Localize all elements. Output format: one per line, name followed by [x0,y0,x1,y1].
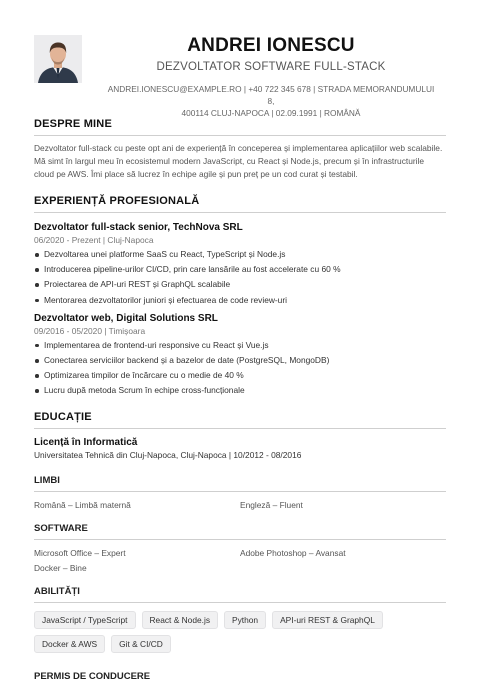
software-item: Microsoft Office – Expert [34,547,126,558]
education-degree: Licență în Informatică [34,436,138,448]
contact-line-2: 400114 CLUJ-NAPOCA | 02.09.1991 | ROMÂNĂ [181,108,361,118]
job-bullet: Optimizarea timpilor de încărcare cu o medie de 40 % [34,368,446,383]
profile-photo-image [34,35,82,83]
language-item: Română – Limbă maternă [34,499,131,510]
language-item: Engleză – Fluent [240,499,303,510]
skill-chip: Git & CI/CD [111,635,171,653]
software-item: Adobe Photoshop – Avansat [240,547,346,558]
job-bullet: Proiectarea de API-uri REST și GraphQL scalabile [34,277,446,292]
contact-line-1: ANDREI.IONESCU@EXAMPLE.RO | +40 722 345 678 | STRADA MEMORANDUMULUI 8, [107,84,435,106]
job-title: Dezvoltator web, Digital Solutions SRL [34,312,218,324]
profile-photo [34,35,82,83]
skill-chip: Python [224,611,266,629]
job-entry [34,222,446,308]
about-text: Dezvoltator full-stack cu peste opt ani de experiență în conceperea și implementarea aplicațiilor web scalabile. Mă simt în largul meu în ecosistemul modern JavaScript, cu React și Node.js, precum și în infrastructurile cloud pe AWS. Îmi place să lucrez în echipe agile și pun preț pe un cod curat și testabil. [34,143,443,179]
skills-list [34,611,446,653]
job-title: Dezvoltator full-stack senior, TechNova SRL [34,222,243,233]
candidate-title: DEZVOLTATOR SOFTWARE FULL-STACK [156,61,386,73]
job-meta: 06/2020 - Prezent | Cluj-Napoca [34,235,154,245]
about-section [34,118,446,181]
job-entry [34,313,446,399]
job-bullets [34,247,446,308]
driving-license-heading: PERMIS DE CONDUCERE [34,670,151,679]
job-bullet: Implementarea de frontend-uri responsive cu React și Vue.js [34,338,446,353]
languages-heading: LIMBI [34,475,446,492]
education-entry [34,437,446,460]
header-text [96,34,446,119]
experience-heading: EXPERIENȚĂ PROFESIONALĂ [34,195,446,213]
job-bullet: Conectarea serviciilor backend și a bazelor de date (PostgreSQL, MongoDB) [34,353,446,368]
software-section [34,523,446,576]
job-bullets [34,338,446,399]
job-bullet: Introducerea pipeline-urilor CI/CD, prin care lansările au fost accelerate cu 60 % [34,262,446,277]
education-meta: Universitatea Tehnică din Cluj-Napoca, Cluj-Napoca | 10/2012 - 08/2016 [34,449,302,460]
experience-section [34,195,446,399]
software-list [34,546,446,576]
skill-chip: React & Node.js [142,611,219,629]
skill-chip: API-uri REST & GraphQL [272,611,383,629]
skill-chip: JavaScript / TypeScript [34,611,136,629]
job-bullet: Mentorarea dezvoltatorilor juniori și efectuarea de code review-uri [34,293,446,308]
job-bullet: Dezvoltarea unei platforme SaaS cu React, TypeScript și Node.js [34,247,446,262]
software-heading: SOFTWARE [34,523,446,540]
contact-info [96,83,446,119]
job-bullet: Lucru după metoda Scrum în echipe cross-funcționale [34,383,446,398]
about-heading: DESPRE MINE [34,118,446,136]
skills-heading: ABILITĂȚI [34,586,446,603]
resume-header [34,0,446,118]
candidate-name: ANDREI IONESCU [187,35,355,56]
software-item: Docker – Bine [34,562,87,573]
skill-chip: Docker & AWS [34,635,105,653]
education-section [34,411,446,460]
languages-section [34,475,446,513]
education-heading: EDUCAȚIE [34,411,446,429]
driving-license-section [34,671,446,679]
languages-list [34,498,446,513]
skills-section [34,586,446,653]
job-meta: 09/2016 - 05/2020 | Timișoara [34,325,146,336]
